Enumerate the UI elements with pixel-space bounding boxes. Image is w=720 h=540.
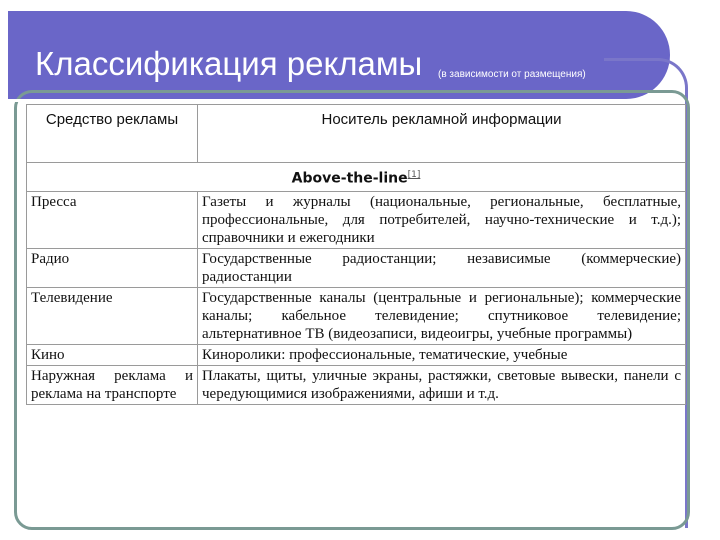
title-divider <box>8 99 638 102</box>
table-row <box>27 191 686 248</box>
section-label: Above-the-line <box>291 170 408 187</box>
table-row <box>27 248 686 287</box>
medium-cell: Пресса <box>27 191 198 248</box>
carrier-cell: Государственные радиостанции; независимые (коммерческие) радиостанции <box>198 248 686 287</box>
footnote-link[interactable]: [1] <box>407 170 421 180</box>
medium-cell: Кино <box>27 344 198 365</box>
carrier-cell: Газеты и журналы (национальные, региональные, бесплатные, профессиональные, для потребителей, научно-технические и т.д.); справочники и ежегодники <box>198 191 686 248</box>
medium-cell: Телевидение <box>27 287 198 344</box>
classification-table <box>26 104 686 405</box>
header-carrier: Носитель рекламной информации <box>198 105 686 163</box>
slide-title: Классификация рекламы <box>35 45 423 82</box>
medium-cell: Радио <box>27 248 198 287</box>
table-row <box>27 344 686 365</box>
header-medium: Средство рекламы <box>27 105 198 163</box>
title-bar <box>8 11 670 99</box>
table-header-row <box>27 105 686 163</box>
carrier-cell: Плакаты, щиты, уличные экраны, растяжки, световые вывески, панели с чередующимися изображениями, афиши и т.д. <box>198 365 686 404</box>
medium-cell: Наружная реклама и реклама на транспорте <box>27 365 198 404</box>
carrier-cell: Государственные каналы (центральные и региональные); коммерческие каналы; кабельное телевидение; спутниковое телевидение; альтернативное ТВ (видеозаписи, видеоигры, учебные программы) <box>198 287 686 344</box>
table-row <box>27 287 686 344</box>
slide-subtitle: (в зависимости от размещения) <box>438 69 586 80</box>
table-row <box>27 365 686 404</box>
section-label-cell <box>27 163 686 192</box>
section-row <box>27 163 686 192</box>
carrier-cell: Киноролики: профессиональные, тематические, учебные <box>198 344 686 365</box>
